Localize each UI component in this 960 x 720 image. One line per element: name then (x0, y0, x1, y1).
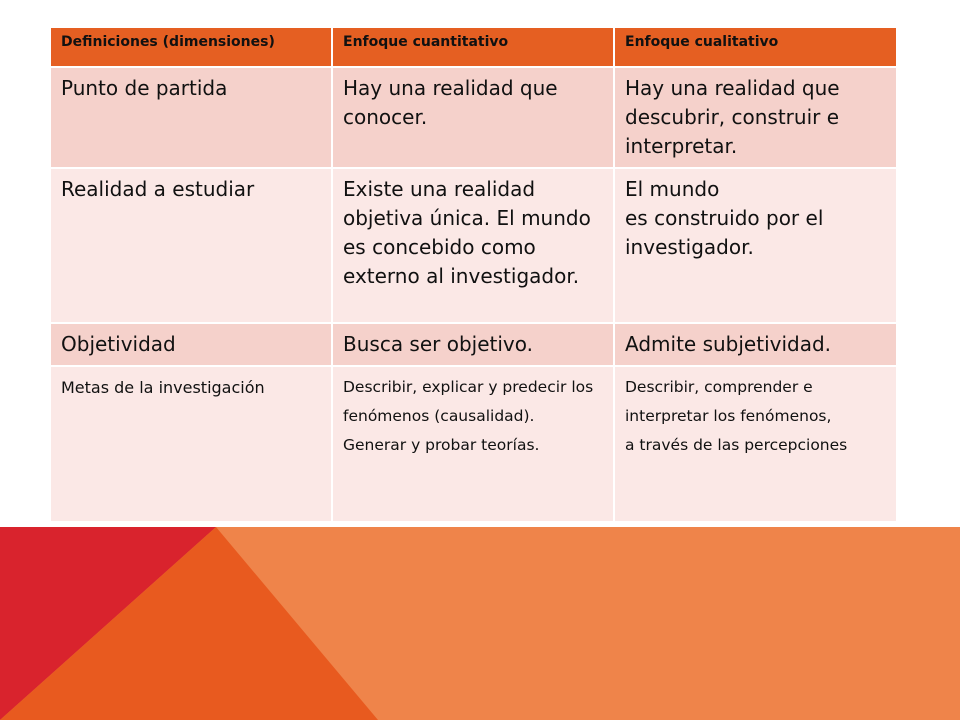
row-label-metas: Metas de la investigación (50, 366, 332, 522)
cell-quantitative: Busca ser objetivo. (332, 323, 614, 366)
header-qualitative: Enfoque cualitativo (614, 27, 897, 67)
cell-quantitative: Hay una realidad que conocer. (332, 67, 614, 168)
header-dimensions: Definiciones (dimensiones) (50, 27, 332, 67)
cell-qualitative: Admite subjetividad. (614, 323, 897, 366)
comparison-table (49, 26, 898, 523)
table-row (50, 323, 897, 366)
row-label-objetividad: Objetividad (50, 323, 332, 366)
header-quantitative: Enfoque cuantitativo (332, 27, 614, 67)
cell-quantitative: Existe una realidad objetiva única. El mundo es concebido como externo al investigador. (332, 168, 614, 323)
row-label-realidad-a-estudiar: Realidad a estudiar (50, 168, 332, 323)
table-row (50, 67, 897, 168)
table-row (50, 168, 897, 323)
cell-qualitative: Hay una realidad que descubrir, construir e interpretar. (614, 67, 897, 168)
row-label-punto-de-partida: Punto de partida (50, 67, 332, 168)
cell-qualitative: El mundo es construido por el investigador. (614, 168, 897, 323)
table-header-row (50, 27, 897, 67)
table-row (50, 366, 897, 522)
cell-qualitative: Describir, comprender e interpretar los fenómenos, a través de las percepciones (614, 366, 897, 522)
cell-quantitative: Describir, explicar y predecir los fenómenos (causalidad). Generar y probar teorías. (332, 366, 614, 522)
